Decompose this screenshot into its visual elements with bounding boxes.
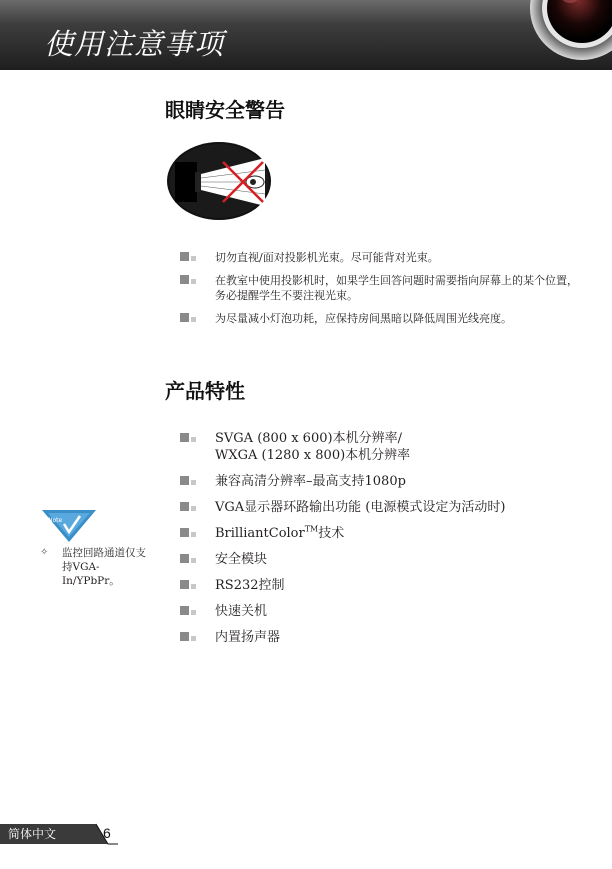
bullet-icon [180,476,189,485]
list-item: 快速关机 [180,603,580,620]
note-box [38,510,148,587]
features-heading: 产品特性 [165,379,245,403]
features-list [180,430,580,655]
page-title: 使用注意事项 [44,27,225,61]
page-header [0,0,612,70]
list-item: SVGA (800 x 600)本机分辨率/ WXGA (1280 x 800)本机分辨率 [180,430,580,464]
bullet-icon [180,632,189,641]
note-text: 监控回路通道仅支持VGA-In/YPbPr。 [62,547,146,587]
eye-warning-diagram [165,140,275,226]
note-badge-icon [38,510,98,544]
bullet-icon [180,606,189,615]
bullet-icon [180,528,189,537]
list-item: RS232控制 [180,577,580,594]
list-item: 内置扬声器 [180,629,580,646]
bullet-icon [180,313,189,322]
list-item: 为尽量减小灯泡功耗，应保持房间黑暗以降低周围光线亮度。 [180,311,580,326]
projector-lens-image [492,0,612,70]
list-item: VGA显示器环路输出功能 (电源模式设定为活动时) [180,499,580,516]
footer-language: 简体中文 [8,827,57,841]
bullet-icon [180,554,189,563]
bullet-icon [180,580,189,589]
diamond-bullet-icon: ✧ [40,547,49,558]
bullet-icon [180,275,189,284]
eye-safety-list [180,250,580,334]
list-item: 安全模块 [180,551,580,568]
eye-safety-heading: 眼睛安全警告 [165,98,285,122]
list-item: 在教室中使用投影机时，如果学生回答问题时需要指向屏幕上的某个位置，务必提醒学生不要注视光束。 [180,273,580,303]
list-item: BrilliantColor™技术 [180,525,580,542]
list-item: 切勿直视/面对投影机光束。尽可能背对光束。 [180,250,580,265]
svg-text:Note: Note [48,517,63,524]
bullet-icon [180,502,189,511]
page-number: 6 [103,825,111,841]
list-item: 兼容高清分辨率–最高支持1080p [180,473,580,490]
bullet-icon [180,433,189,442]
bullet-icon [180,252,189,261]
